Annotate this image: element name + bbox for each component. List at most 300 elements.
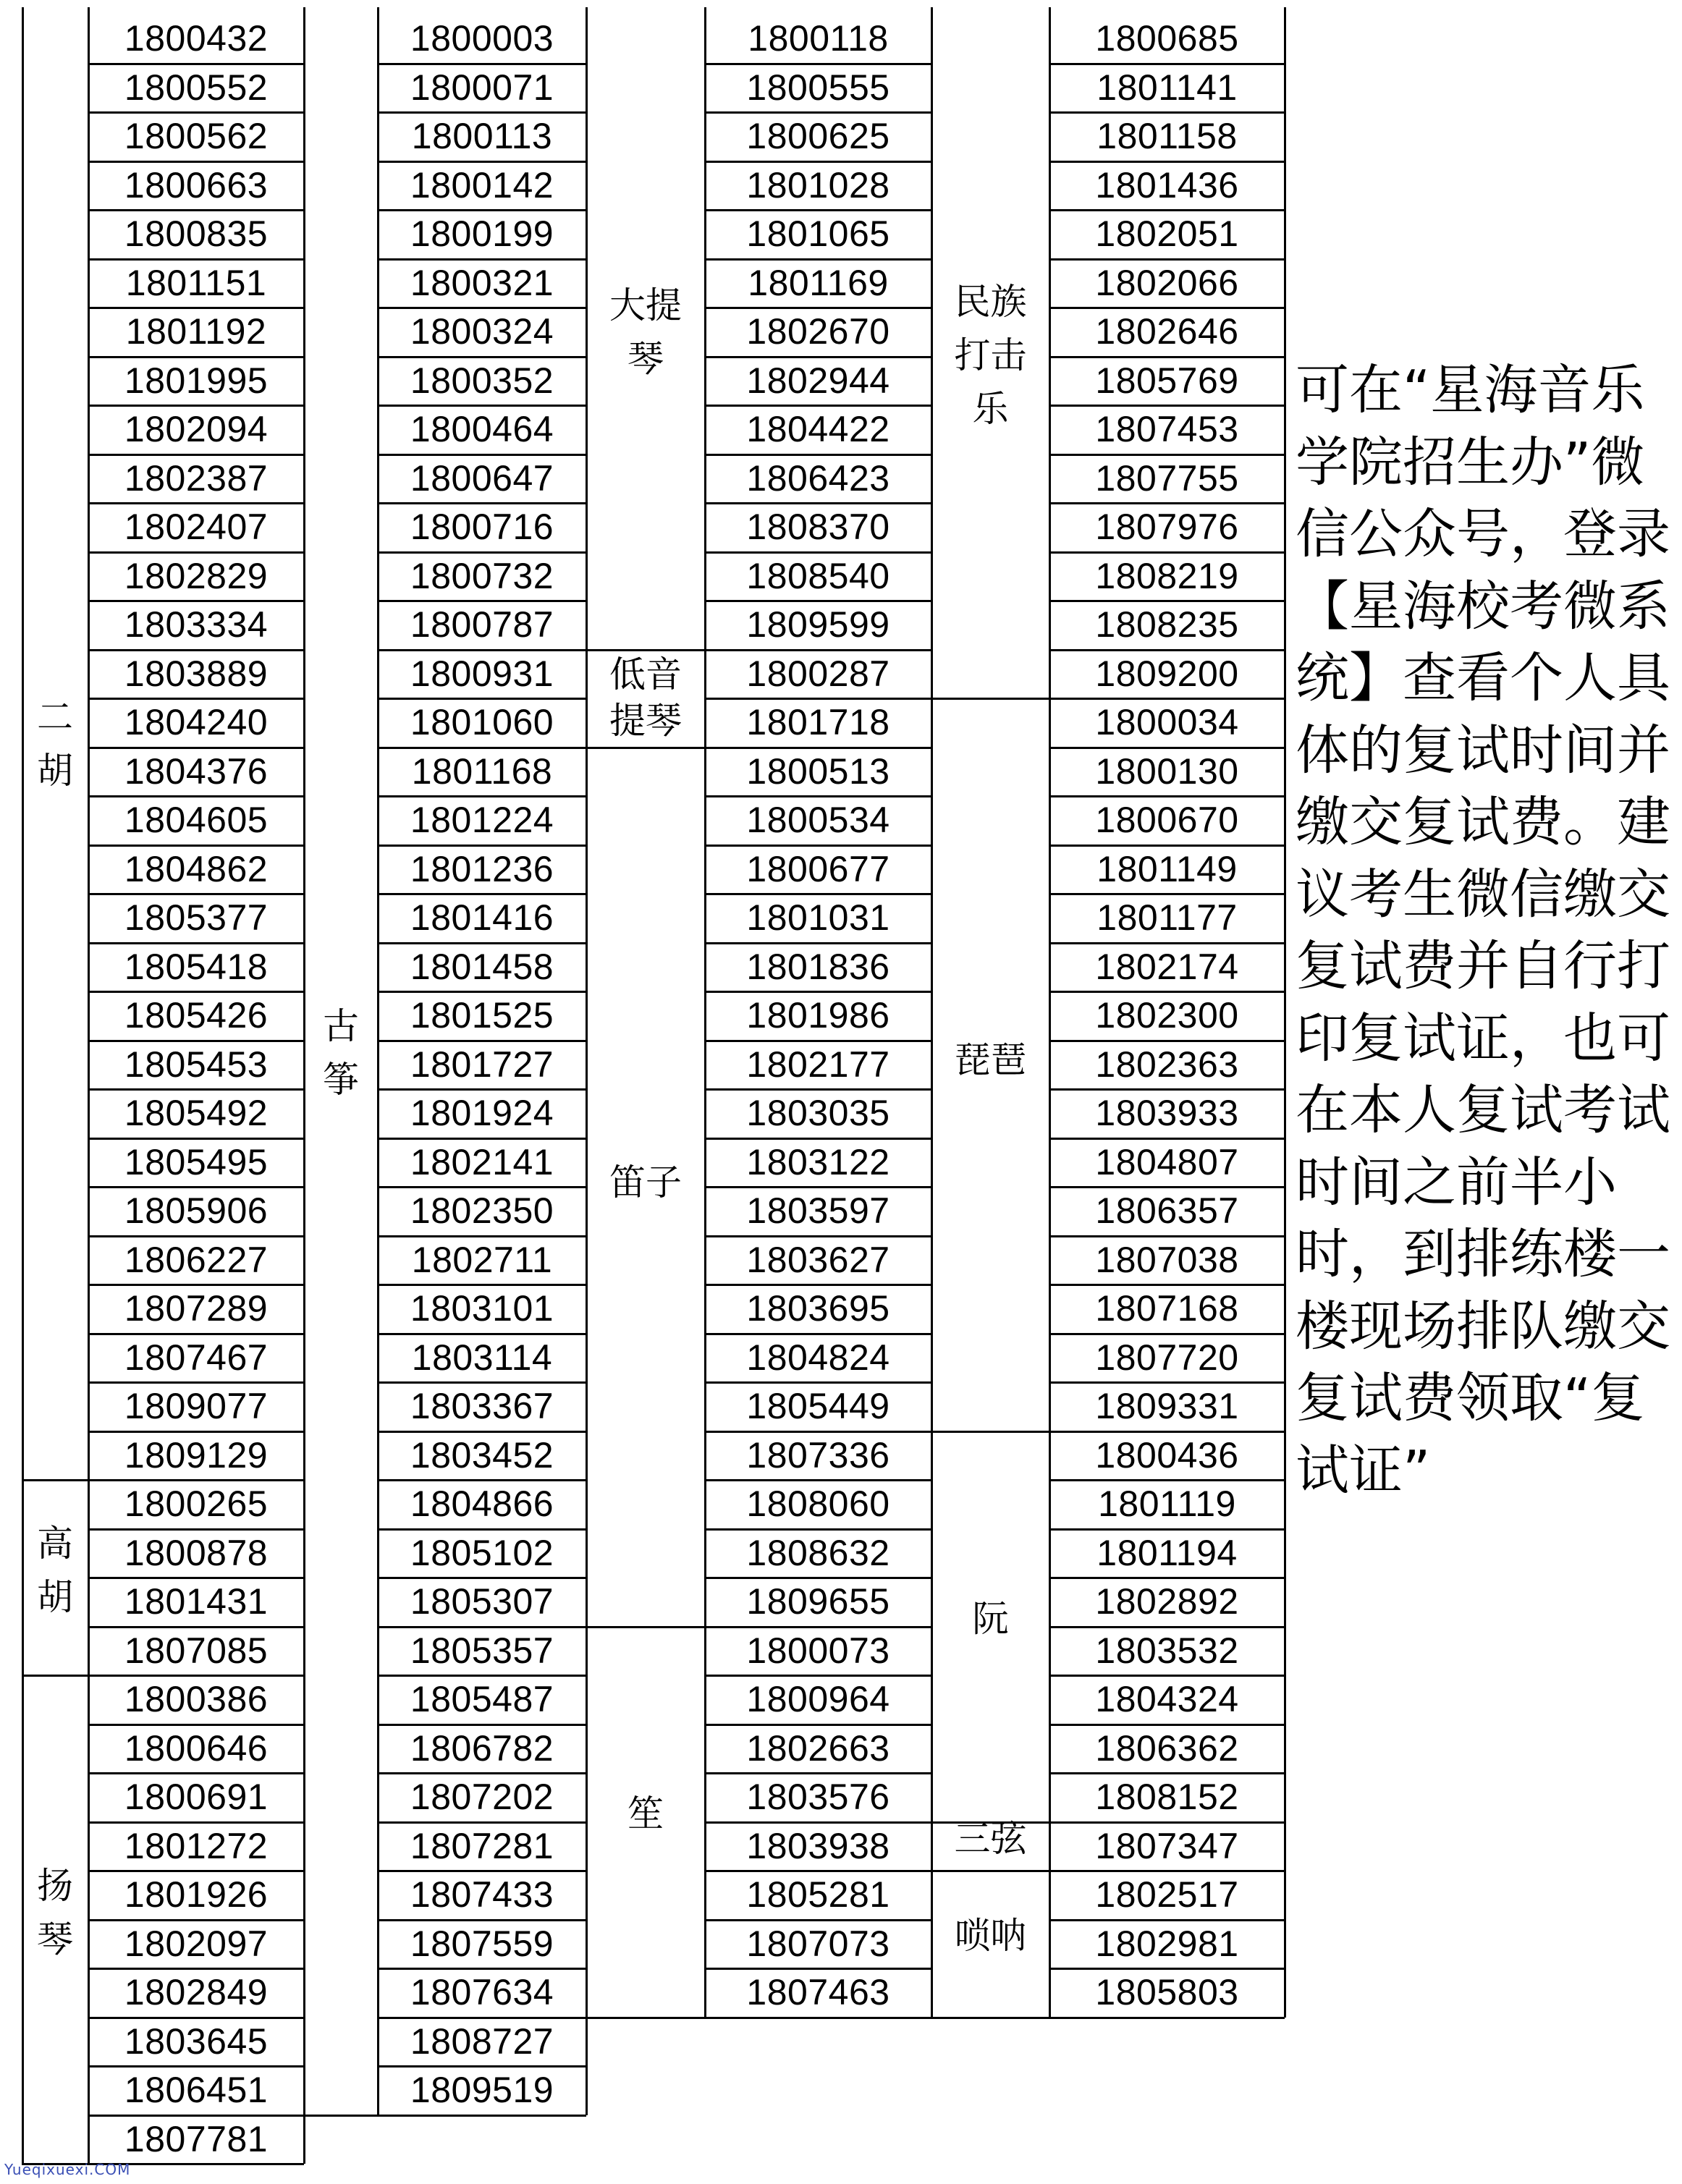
id-cell: 1805492 <box>124 1093 269 1133</box>
table-rule <box>88 1138 304 1140</box>
id-cell: 1801416 <box>410 897 554 938</box>
id-cell: 1800878 <box>124 1532 269 1573</box>
id-cell: 1805281 <box>746 1874 890 1915</box>
id-cell: 1802350 <box>410 1190 554 1231</box>
table-rule <box>1049 1431 1285 1433</box>
table-rule <box>378 1088 586 1091</box>
label-pipa: 琵琶 <box>954 1038 1027 1081</box>
id-cell: 1807720 <box>1095 1337 1239 1378</box>
table-rule <box>88 1675 304 1677</box>
id-cell: 1805487 <box>410 1679 554 1719</box>
id-cell: 1800436 <box>1095 1434 1239 1476</box>
id-cell: 1805377 <box>124 897 269 938</box>
id-cell: 1806362 <box>1095 1727 1239 1769</box>
table-rule <box>1049 405 1285 407</box>
table-rule <box>705 356 931 358</box>
table-rule <box>88 307 304 309</box>
id-cell: 1802097 <box>124 1923 269 1964</box>
id-cell: 1801168 <box>411 750 553 792</box>
table-rule <box>705 1333 931 1335</box>
table-rule <box>1049 454 1285 456</box>
table-rule <box>88 747 304 749</box>
table-rule <box>88 1381 304 1384</box>
table-rule <box>88 454 304 456</box>
table-rule <box>1049 1821 1285 1824</box>
table-rule <box>931 2017 1049 2019</box>
id-cell: 1809331 <box>1095 1386 1239 1426</box>
id-cell: 1800931 <box>410 653 554 694</box>
table-rule <box>378 1675 586 1677</box>
id-cell: 1800646 <box>124 1727 269 1769</box>
id-cell: 1804240 <box>124 702 269 742</box>
table-rule <box>1049 649 1285 651</box>
table-rule <box>705 1138 931 1140</box>
table-rule <box>1049 1870 1285 1872</box>
table-rule <box>586 2017 705 2019</box>
table-rule <box>88 2017 304 2019</box>
table-rule <box>88 845 304 847</box>
id-cell: 1808370 <box>746 507 890 547</box>
id-cell: 1807281 <box>410 1825 554 1866</box>
id-cell: 1802300 <box>1095 995 1239 1036</box>
table-rule <box>705 1919 931 1921</box>
table-rule <box>1049 1088 1285 1091</box>
table-rule <box>705 1724 931 1726</box>
table-rule <box>705 1772 931 1774</box>
id-cell: 1807347 <box>1095 1825 1239 1866</box>
id-cell: 1800287 <box>746 653 890 694</box>
table-rule <box>378 795 586 797</box>
table-rule <box>1049 747 1285 749</box>
table-rule <box>1049 63 1285 65</box>
table-rule <box>1049 1968 1285 1970</box>
id-cell: 1800432 <box>124 18 269 59</box>
table-rule <box>378 747 586 749</box>
id-cell: 1803645 <box>124 2020 269 2062</box>
id-cell: 1801458 <box>410 946 554 987</box>
id-cell: 1802944 <box>746 360 890 401</box>
id-cell: 1800670 <box>1095 800 1239 840</box>
table-rule <box>1049 845 1285 847</box>
id-cell: 1807085 <box>124 1630 269 1671</box>
table-rule <box>1049 502 1285 504</box>
table-rule <box>1049 991 1285 993</box>
id-cell: 1802646 <box>1095 311 1239 352</box>
table-rule <box>1049 2017 1285 2019</box>
id-cell: 1801151 <box>125 262 267 303</box>
id-cell: 1805426 <box>124 995 269 1036</box>
id-cell: 1805906 <box>124 1190 269 1231</box>
id-cell: 1804807 <box>1095 1141 1239 1182</box>
id-cell: 1807433 <box>410 1874 554 1915</box>
id-cell: 1800386 <box>124 1679 269 1719</box>
id-cell: 1805102 <box>410 1532 554 1573</box>
id-cell: 1802711 <box>411 1239 553 1280</box>
table-rule <box>705 502 931 504</box>
id-cell: 1803627 <box>746 1239 890 1280</box>
id-cell: 1806423 <box>746 457 890 499</box>
table-rule <box>88 1968 304 1970</box>
table-rule <box>88 1186 304 1188</box>
table-rule <box>88 1626 304 1628</box>
id-cell: 1807976 <box>1095 507 1239 547</box>
id-cell: 1801065 <box>746 213 890 254</box>
id-cell: 1803367 <box>410 1386 554 1426</box>
table-rule <box>1049 1381 1285 1384</box>
id-cell: 1805453 <box>124 1044 269 1085</box>
table-rule <box>1049 1235 1285 1237</box>
id-cell: 1807073 <box>746 1923 890 1964</box>
table-rule <box>705 454 931 456</box>
table-rule <box>378 209 586 211</box>
id-cell: 1801272 <box>124 1825 269 1866</box>
table-rule <box>378 111 586 114</box>
id-cell: 1800130 <box>1095 750 1239 792</box>
table-rule <box>88 795 304 797</box>
id-cell: 1801031 <box>746 897 890 938</box>
id-cell: 1801177 <box>1096 897 1238 938</box>
table-rule <box>378 405 586 407</box>
id-cell: 1802981 <box>1095 1923 1239 1964</box>
id-cell: 1800265 <box>124 1483 269 1524</box>
table-rule <box>1049 111 1285 114</box>
id-cell: 1801224 <box>410 800 554 840</box>
table-rule <box>1049 1577 1285 1579</box>
id-cell: 1808540 <box>746 555 890 596</box>
table-rule <box>378 1431 586 1433</box>
table-rule <box>378 1040 586 1042</box>
table-rule <box>88 1431 304 1433</box>
id-cell: 1804605 <box>124 800 269 840</box>
id-cell: 1803452 <box>410 1434 554 1476</box>
id-cell: 1800534 <box>746 800 890 840</box>
id-cell: 1801926 <box>124 1874 269 1915</box>
id-cell: 1802066 <box>1095 262 1239 303</box>
table-rule <box>1049 1479 1285 1481</box>
table-rule <box>1049 1919 1285 1921</box>
table-rule <box>378 1235 586 1237</box>
id-cell: 1800321 <box>410 262 554 303</box>
table-rule <box>1049 795 1285 797</box>
table-rule <box>378 1577 586 1579</box>
id-cell: 1803597 <box>746 1190 890 1231</box>
id-cell: 1805495 <box>124 1141 269 1182</box>
table-rule <box>88 63 304 65</box>
table-rule <box>378 454 586 456</box>
table-rule <box>705 991 931 993</box>
table-rule <box>1049 209 1285 211</box>
id-cell: 1807781 <box>124 2118 269 2159</box>
table-rule <box>1049 1138 1285 1140</box>
table-rule <box>705 1088 931 1091</box>
id-cell: 1801169 <box>748 262 889 303</box>
id-cell: 1808727 <box>410 2020 554 2062</box>
id-cell: 1802670 <box>746 311 890 352</box>
table-rule <box>378 2017 586 2019</box>
id-cell: 1803101 <box>410 1288 554 1329</box>
watermark: Yueqixuexi.COM <box>4 2161 131 2178</box>
id-cell: 1800964 <box>746 1679 890 1719</box>
table-rule <box>1049 1040 1285 1042</box>
table-rule <box>88 698 304 700</box>
table-rule <box>378 63 586 65</box>
table-rule <box>378 1724 586 1726</box>
table-rule <box>705 1431 931 1433</box>
id-cell: 1801060 <box>410 702 554 742</box>
table-rule <box>378 649 586 651</box>
id-cell: 1806782 <box>410 1727 554 1769</box>
label-dizi: 笛子 <box>609 1161 682 1203</box>
id-cell: 1807202 <box>410 1777 554 1817</box>
id-cell: 1804324 <box>1095 1679 1239 1719</box>
label-guzheng: 古 筝 <box>323 1005 359 1101</box>
table-rule <box>88 1870 304 1872</box>
id-cell: 1802829 <box>124 555 269 596</box>
table-rule <box>705 63 931 65</box>
id-cell: 1809077 <box>124 1386 269 1426</box>
id-cell: 1800352 <box>410 360 554 401</box>
id-cell: 1801525 <box>410 995 554 1036</box>
id-cell: 1802387 <box>124 457 269 499</box>
id-cell: 1801718 <box>746 702 890 742</box>
table-rule <box>378 942 586 944</box>
id-cell: 1801141 <box>1096 67 1238 108</box>
table-rule <box>88 209 304 211</box>
id-cell: 1801986 <box>746 995 890 1036</box>
table-rule <box>705 1528 931 1531</box>
id-cell: 1807038 <box>1095 1239 1239 1280</box>
table-rule <box>705 1284 931 1286</box>
id-cell: 1802517 <box>1095 1874 1239 1915</box>
table-rule <box>378 1479 586 1481</box>
table-rule <box>88 258 304 261</box>
table-rule <box>378 1968 586 1970</box>
table-rule <box>705 258 931 261</box>
id-cell: 1809599 <box>746 604 890 645</box>
id-cell: 1807463 <box>746 1972 890 2012</box>
table-rule <box>88 1821 304 1824</box>
id-cell: 1806451 <box>124 2070 269 2110</box>
table-rule <box>705 649 931 651</box>
table-rule <box>378 991 586 993</box>
table-rule <box>705 1626 931 1628</box>
id-cell: 1808219 <box>1095 555 1239 596</box>
table-rule <box>378 1772 586 1774</box>
table-rule <box>88 502 304 504</box>
id-cell: 1802094 <box>124 409 269 449</box>
table-rule <box>378 600 586 602</box>
id-cell: 1803334 <box>124 604 269 645</box>
id-cell: 1800142 <box>410 164 554 206</box>
table-rule <box>378 1821 586 1824</box>
id-cell: 1803576 <box>746 1777 890 1817</box>
id-cell: 1807634 <box>410 1972 554 2012</box>
table-rule <box>378 1138 586 1140</box>
id-cell: 1807559 <box>410 1923 554 1964</box>
table-rule <box>705 1235 931 1237</box>
id-cell: 1800071 <box>410 67 554 108</box>
id-cell: 1800732 <box>410 555 554 596</box>
table-rule <box>1049 258 1285 261</box>
id-cell: 1801119 <box>1098 1483 1236 1524</box>
table-rule <box>705 698 931 700</box>
table-rule <box>88 600 304 602</box>
id-cell: 1808632 <box>746 1532 890 1573</box>
id-cell: 1806357 <box>1095 1190 1239 1231</box>
id-cell: 1809655 <box>746 1581 890 1622</box>
id-cell: 1801431 <box>124 1581 269 1622</box>
id-cell: 1804866 <box>410 1483 554 1524</box>
table-rule <box>88 551 304 554</box>
table-rule <box>88 1528 304 1531</box>
table-rule <box>88 991 304 993</box>
id-cell: 1807336 <box>746 1434 890 1476</box>
table-rule <box>378 1626 586 1628</box>
id-cell: 1804376 <box>124 750 269 792</box>
id-cell: 1800073 <box>746 1630 890 1671</box>
id-cell: 1803938 <box>746 1825 890 1866</box>
id-cell: 1803122 <box>746 1141 890 1182</box>
id-cell: 1807467 <box>124 1337 269 1378</box>
id-cell: 1800113 <box>411 116 553 156</box>
table-rule <box>1049 1528 1285 1531</box>
id-cell: 1802363 <box>1095 1044 1239 1085</box>
id-cell: 1803114 <box>411 1337 553 1378</box>
table-rule <box>378 1381 586 1384</box>
table-rule <box>88 2115 304 2117</box>
table-rule <box>378 1186 586 1188</box>
table-rule <box>1049 1333 1285 1335</box>
table-rule <box>378 1333 586 1335</box>
id-cell: 1801158 <box>1096 116 1238 156</box>
table-rule <box>705 747 931 749</box>
table-rule <box>378 845 586 847</box>
id-cell: 1802663 <box>746 1727 890 1769</box>
id-cell: 1805803 <box>1095 1972 1239 2012</box>
table-rule <box>88 1235 304 1237</box>
table-rule <box>705 209 931 211</box>
id-cell: 1800691 <box>124 1777 269 1817</box>
label-ruan: 阮 <box>972 1598 1009 1640</box>
id-cell: 1802177 <box>746 1044 890 1085</box>
table-rule <box>378 1528 586 1531</box>
id-cell: 1802174 <box>1095 946 1239 987</box>
id-cell: 1801236 <box>410 848 554 889</box>
table-rule <box>1049 698 1285 700</box>
table-rule <box>88 161 304 163</box>
table-rule <box>88 1919 304 1921</box>
id-cell: 1807755 <box>1095 457 1239 499</box>
id-cell: 1807289 <box>124 1288 269 1329</box>
table-rule <box>88 1479 304 1481</box>
table-rule <box>88 1088 304 1091</box>
id-cell: 1808060 <box>746 1483 890 1524</box>
table-rule <box>705 307 931 309</box>
id-cell: 1800677 <box>746 848 890 889</box>
table-rule <box>88 1724 304 1726</box>
id-cell: 1801028 <box>746 164 890 206</box>
table-rule <box>705 1040 931 1042</box>
id-cell: 1803532 <box>1095 1630 1239 1671</box>
table-rule <box>1049 356 1285 358</box>
table-rule <box>1049 1724 1285 1726</box>
id-cell: 1800663 <box>124 164 269 206</box>
id-cell: 1800625 <box>746 116 890 156</box>
id-cell: 1806227 <box>124 1239 269 1280</box>
table-rule <box>378 2065 586 2067</box>
id-cell: 1805418 <box>124 946 269 987</box>
id-cell: 1800034 <box>1095 702 1239 742</box>
id-cell: 1805449 <box>746 1386 890 1426</box>
label-datiqin: 大提 琴 <box>609 284 682 380</box>
id-cell: 1800787 <box>410 604 554 645</box>
table-rule <box>378 356 586 358</box>
table-rule <box>1049 893 1285 895</box>
table-rule <box>88 2065 304 2067</box>
table-rule <box>705 551 931 554</box>
table-rule <box>378 1284 586 1286</box>
id-cell: 1800552 <box>124 67 269 108</box>
id-cell: 1800647 <box>410 457 554 499</box>
id-cell: 1805769 <box>1095 360 1239 401</box>
id-cell: 1801995 <box>124 360 269 401</box>
table-rule <box>1049 1626 1285 1628</box>
table-rule <box>88 1772 304 1774</box>
id-cell: 1807168 <box>1095 1288 1239 1329</box>
table-rule <box>88 1577 304 1579</box>
id-cell: 1800555 <box>746 67 890 108</box>
id-cell: 1802141 <box>410 1141 554 1182</box>
table-rule <box>705 942 931 944</box>
table-rule <box>705 600 931 602</box>
table-rule <box>705 111 931 114</box>
id-cell: 1800562 <box>124 116 269 156</box>
label-sheng: 笙 <box>627 1793 664 1834</box>
id-cell: 1800118 <box>748 18 889 59</box>
table-rule <box>705 1577 931 1579</box>
table-rule <box>378 1919 586 1921</box>
table-rule <box>1049 307 1285 309</box>
label-sanxian: 三弦 <box>954 1817 1027 1860</box>
table-rule <box>705 2017 931 2019</box>
id-cell: 1800513 <box>746 750 890 792</box>
table-rule <box>378 698 586 700</box>
id-cell: 1804862 <box>124 848 269 889</box>
table-rule <box>88 893 304 895</box>
id-cell: 1808235 <box>1095 604 1239 645</box>
id-cell: 1801149 <box>1096 848 1238 889</box>
table-rule <box>705 845 931 847</box>
table-rule <box>88 1040 304 1042</box>
table-rule <box>705 893 931 895</box>
id-cell: 1805307 <box>410 1581 554 1622</box>
table-rule <box>378 258 586 261</box>
table-rule <box>705 1186 931 1188</box>
table-rule <box>88 111 304 114</box>
id-cell: 1800716 <box>410 507 554 547</box>
table-rule <box>378 502 586 504</box>
table-rule <box>705 405 931 407</box>
id-cell: 1803695 <box>746 1288 890 1329</box>
table-rule <box>1049 600 1285 602</box>
id-cell: 1800324 <box>410 311 554 352</box>
id-cell: 1801436 <box>1095 164 1239 206</box>
table-rule <box>1049 551 1285 554</box>
id-cell: 1800835 <box>124 213 269 254</box>
id-cell: 1802051 <box>1095 213 1239 254</box>
id-cell: 1800003 <box>410 18 554 59</box>
id-cell: 1801836 <box>746 946 890 987</box>
